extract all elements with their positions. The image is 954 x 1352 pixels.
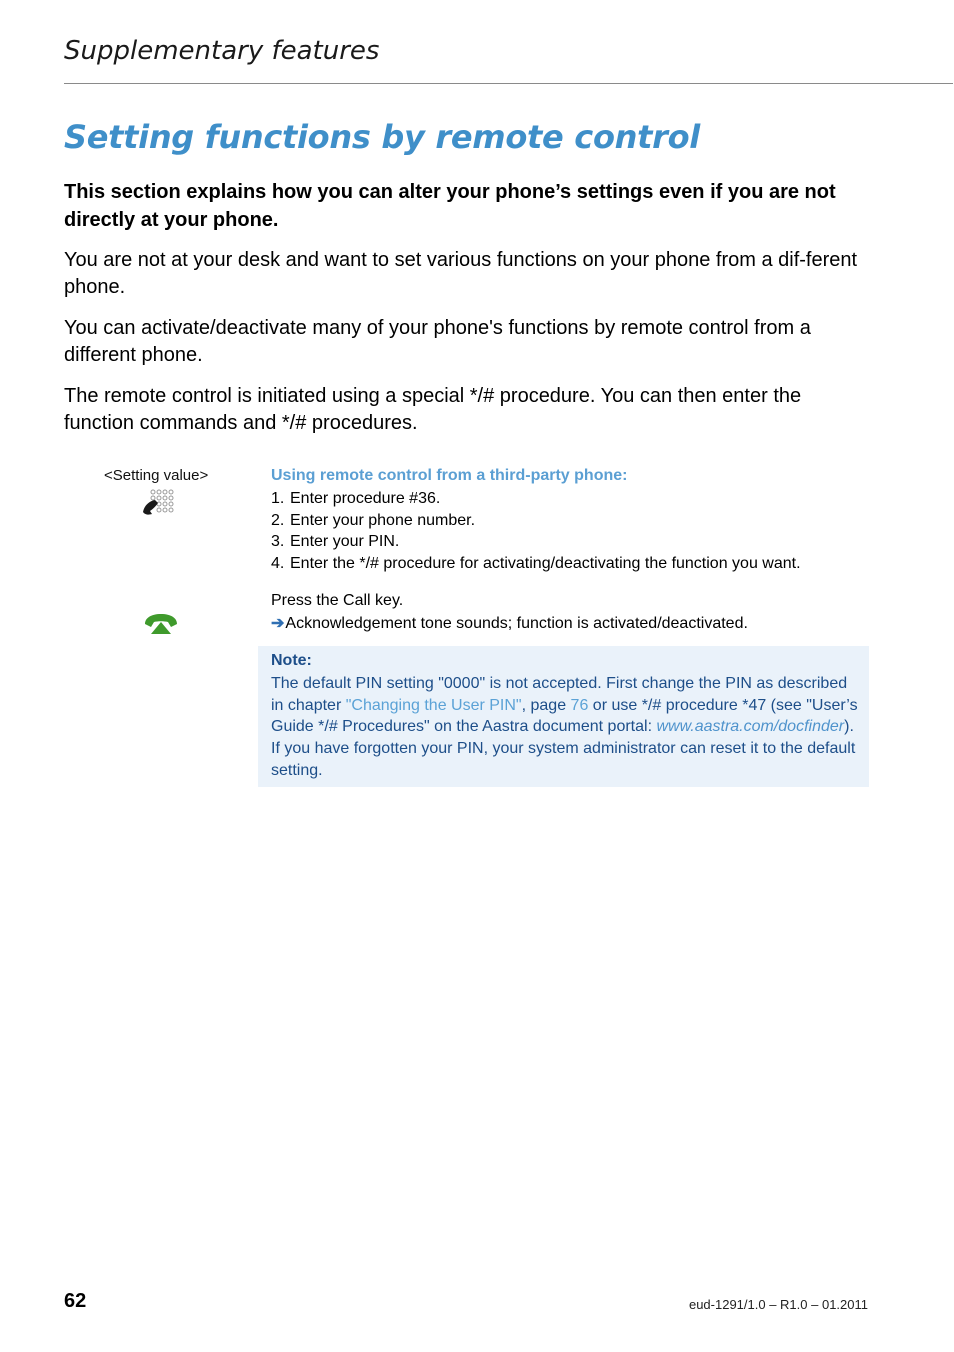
list-item [271,510,801,532]
body-paragraph: You can activate/deactivate many of your phone's functions by remote control from a different phone. [64,317,811,366]
note-text-part: The default PIN setting "0000" is not accepted. First change the PIN as described in chapter [271,675,848,714]
body-paragraph: The remote control is initiated using a special */# procedure. You can then enter the function commands and */# procedures. [64,385,802,434]
lead-paragraph: This section explains how you can alter your phone’s settings even if you are not directly at your phone. [64,181,836,231]
note-text-part: ). If you have forgotten your PIN, your system administrator can reset it to the default setting. [271,718,856,779]
setting-value-label: <Setting value> [104,467,209,484]
list-item [271,531,801,553]
step-number: 3. [271,533,285,551]
step-text: Enter your PIN. [290,533,400,551]
result-arrow-icon: ➔ [271,615,285,632]
note-text-part: or use */# procedure *47 (see "User’s Guide */# Procedures" on the Aastra document portal: [271,696,858,736]
note-text [271,673,863,782]
step-text: Enter your phone number. [290,511,476,529]
step-text: Enter procedure #36. [290,490,441,507]
call-instruction: Press the Call key. [271,592,404,609]
page-number: 62 [64,1290,87,1312]
result-text: Acknowledgement tone sounds; function is activated/deactivated. [285,615,748,632]
running-header: Supplementary features [64,36,380,66]
note-box [258,646,869,787]
page-link[interactable]: 76 [570,696,589,714]
note-title: Note: [271,652,312,669]
list-item [271,553,801,575]
procedure-steps [271,488,801,575]
call-key-icon [142,610,180,638]
chapter-link[interactable]: "Changing the User PIN" [345,696,522,714]
header-divider [64,83,953,84]
document-reference: eud-1291/1.0 – R1.0 – 01.2011 [688,1297,868,1312]
step-number: 2. [271,511,285,529]
step-number: 1. [271,490,285,507]
list-item [271,488,801,510]
procedure-heading: Using remote control from a third-party phone: [271,467,628,484]
step-number: 4. [271,555,285,573]
note-text-part: , page [521,696,571,714]
step-text: Enter the */# procedure for activating/deactivating the function you want. [290,555,801,573]
result-line [271,613,748,633]
body-paragraph: You are not at your desk and want to set various functions on your phone from a dif-ferent phone. [64,249,858,298]
page-title: Setting functions by remote control [64,118,700,156]
docfinder-link[interactable]: www.aastra.com/docfinder [656,718,845,736]
keypad-icon [140,488,176,516]
